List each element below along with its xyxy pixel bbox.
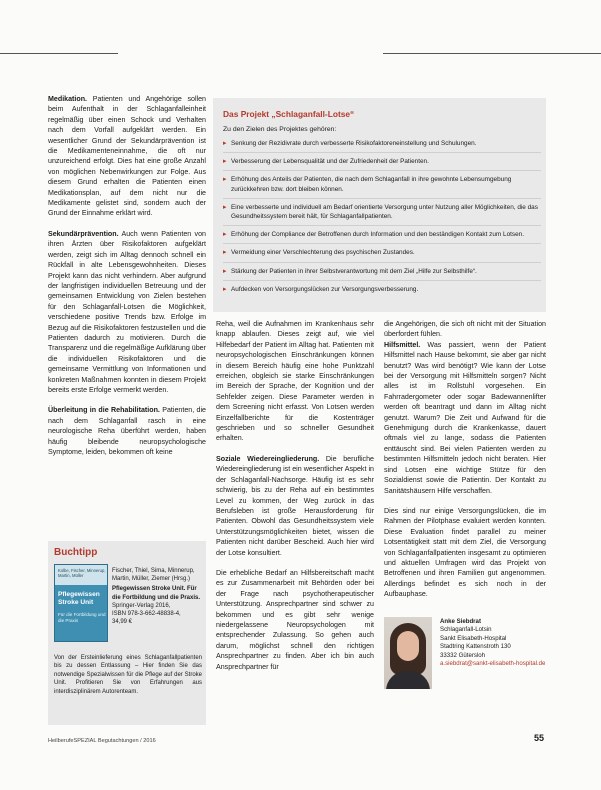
header-rule-left — [0, 53, 118, 54]
text-medikation: Patienten und Angehörige sollen beim Aufenthalt in der Schlaganfalleinheit regelmäßig über einen Schock und Verhalten nach dem Vorfall aufgeklärt werden. Ein wesentlicher Grund der Sekundärprävention ist die Medikamenteneinnahme, die oft nur unzureichend erfolgt. Dies hat eine große Anzahl von möglichen Nebenwirkungen zur Folge. Aus diesem Grund erhalten die Patienten einen Medikationsplan, auf dem nicht nur die Medikamente gelistet sind, sondern auch der Grund der Einnahme erklärt wird. — [48, 95, 206, 218]
text-wiedereingliederung: Die berufliche Wiedereingliederung ist ein wesentlicher Aspekt in der Schlaganfall-Nachsorge. Häufig ist es sehr schwierig, bis zu der Reha auf ein bestimmtes Level zu kommen, der Weg zurück in das Berufsleben ist große Herausforderung für Patienten. Obwohl das Gesundheitssystem viele Unterstützungsmöglichkeiten bietet, wissen die Patienten nicht darüber Bescheid. Auch hier wird der Lotse konsultiert. — [216, 454, 374, 557]
text-rehabilitation: Patienten, die nach dem Schlaganfall rasch in eine neurologische Reha überführt werden, haben häufig bleibende neuropsychologische Symptome, leiden, bekommen oft keine — [48, 406, 206, 456]
text-sekundaerpraevention: Auch wenn Patienten von ihren Ärzten über Risikofaktoren aufgeklärt werden, zeigt sich im Alltag dennoch schnell ein Rückfall in alte Lebensgewohnheiten. Dieses Projekt kann das nicht verhindern. Aber aufgrund der langfristigen individuellen Betreuung und der gemeinsamen Entwicklung von Zielen bestehen für den Schlaganfall-Lotsen die Möglichkeit, verschiedene positive Trends bzw. Erfolge im Bezug auf die Risikofaktoren festzustellen und die Patienten dadurch zu motivieren. Durch die Transparenz und die regelmäßige Aufklärung über die individuellen Risikofaktoren und die gemeinsame Vermittlung von Informationen und konkreten Maßnahmen konnten in diesem Projekt bereits erste Erfolge vermerkt werden. — [48, 229, 206, 394]
text-hilfsmittel: Was passiert, wenn der Patient Hilfsmittel nach Hause bekommt, sie aber gar nicht benutzt? Was wird benötigt? Wie kann der Lotse bei der Versorgung mit Hilfsmitteln sorgen? Nicht alles ist im Rollstuhl vorgesehen. Ein Fahrradergometer oder sogar Badewannenlifter werden oft beantragt und dann im Alltag nicht genutzt. Warum? Die Zeit und Aufwand für die Genehmigung durch die Krankenkasse, dauert oftmals viel zu lange, sodass die Patienten enttäuscht sind. Bei vielen Patienten werden zu bestimmten Hilfsmitteln jedoch nicht beraten. Hier sind Lotsen eine wichtige Stütze für den Sozialdienst sowie die Patientin. Der Kontakt zu Sanitätshäusern Hilfe verschaffen. — [384, 340, 546, 495]
infobox-item: ▸ Erhöhung des Anteils der Patienten, die nach dem Schlaganfall in ihre gewohnte Lebensumgebung zurückkehren bzw. dort bleiben können. — [223, 175, 541, 198]
infobox-item: ▸ Stärkung der Patienten in ihrer Selbstverantwortung mit dem Ziel „Hilfe zur Selbsthilfe“. — [223, 267, 541, 281]
book-publisher: Springer-Verlag 2016, — [112, 602, 171, 609]
column-3 — [384, 319, 546, 600]
paragraph-versorgungsluecken: Dies sind nur einige Versorgungslücken, die im Rahmen der Pilotphase evaluiert werden konnten. Diese Evaluation findet parallel zu meiner Lotsentätigkeit statt mit dem Ziel, die Versorgung von Schlaganfallpatienten insgesamt zu optimieren und aktuellen Umfragen wird das Projekt von Betroffenen und ihren Familien gut angenommen. Allerdings befindet es sich noch in der Aufbauphase. — [384, 506, 546, 599]
column-2 — [216, 319, 374, 672]
book-cover-image — [54, 564, 108, 642]
footer-journal: HeilberufeSPEZIAL Begutachtungen / 2016 — [48, 738, 156, 744]
book-cover-subtitle: Für die Fortbildung und die Praxis — [58, 612, 106, 623]
author-street: Stadtring Kattenstroth 130 — [440, 643, 511, 651]
lead-hilfsmittel: Hilfsmittel. — [384, 340, 421, 349]
paragraph-wiedereingliederung — [216, 454, 374, 558]
infobox-item: ▸ Erhöhung der Compliance der Betroffenen durch Information und den beständigen Kontakt zum Lotsen. — [223, 230, 541, 244]
author-institution: Sankt Elisabeth-Hospital — [440, 634, 507, 642]
infobox-item: ▸ Senkung der Rezidivrate durch verbesserte Risikofaktoreneinstellung und Schulungen. — [223, 139, 541, 153]
author-name: Anke Siebdrat — [440, 618, 481, 625]
author-role: Schlaganfall-Lotsin — [440, 626, 492, 634]
book-info — [112, 567, 202, 626]
paragraph-hilfsbedarf: Die erhebliche Bedarf an Hilfsbereitschaft macht es zur Zusammenarbeit mit Behörden oder bei der Frage nach psychotherapeutischer Unterstützung. Ansprechpartner sind schwer zu bekommen und es gibt sehr wenige niedergelassene Neuropsychologen mit entsprechender Zulassung. So gehen auch darum, möglichst schnell den richtigen Ansprechpartner zu finden. Aber ich bin auch Ansprechpartner für — [216, 568, 374, 671]
page-number: 55 — [534, 733, 545, 743]
author-info — [440, 618, 550, 668]
lead-sekundaerpraevention: Sekundärprävention. — [48, 229, 119, 238]
infobox-intro: Zu den Zielen des Projektes gehören: — [223, 126, 337, 133]
author-city: 33332 Gütersloh — [440, 651, 486, 659]
book-tip-box — [48, 541, 206, 725]
infobox-list — [223, 139, 541, 302]
paragraph-hilfsmittel — [384, 340, 546, 496]
column-1 — [48, 94, 206, 457]
book-title: Pflegewissen Stroke Unit. Für die Fortbildung und die Praxis. — [112, 586, 201, 601]
paragraph-sekundaerpraevention — [48, 229, 206, 396]
infobox-item: ▸ Eine verbesserte und individuell am Bedarf orientierte Versorgung unter Nutzung aller Möglichkeiten, die das Gesundheitssystem bereit hält, für Schlaganfallpatienten. — [223, 203, 541, 226]
infobox-item: ▸ Aufdecken von Versorgungslücken zur Versorgungsverbesserung. — [223, 285, 541, 298]
author-face — [397, 631, 419, 661]
book-cover-authors: Kolbe, Fischer, Minnerup, Martin, Müller — [58, 568, 106, 578]
project-infobox — [213, 98, 546, 312]
lead-wiedereingliederung: Soziale Wiedereingliederung. — [216, 454, 320, 463]
author-email[interactable]: a.siebdrat@sankt-elisabeth-hospital.de — [440, 660, 546, 668]
book-cover-title: Pflegewissen Stroke Unit — [58, 591, 100, 606]
author-shoulders — [386, 671, 430, 689]
infobox-title: Das Projekt „Schlaganfall-Lotse“ — [223, 109, 355, 119]
book-tip-label: Buchtipp — [54, 547, 98, 558]
book-price: 34,99 € — [112, 619, 133, 626]
paragraph-reha: Reha, weil die Aufnahmen im Krankenhaus sehr knapp ablaufen. Dieses zeigt auf, wie viel Hilfebedarf der Patient im Alltag hat. Patienten mit neuropsychologischen Einschränkungen können in diesem Bereich häufig eine hohe Punktzahl erreichen, obgleich sie starke Einschränkungen im Bereich der Sprache, der Kognition und der Sehfelder zeigen. Diese Parameter werden in dem Screening nicht erfasst. Von Lotsen werden Einzelfallberichte für die Kostenträger geschrieben und so schneller Gesundheit erhalten. — [216, 320, 374, 443]
paragraph-angehoerige: die Angehörigen, die sich oft nicht mit der Situation überfordert fühlen. — [384, 320, 546, 339]
header-rule-right — [383, 53, 601, 54]
paragraph-rehabilitation — [48, 405, 206, 457]
paragraph-medikation — [48, 94, 206, 219]
lead-rehabilitation: Überleitung in die Rehabilitation. — [48, 406, 160, 415]
book-authors: Fischer, Thiel, Sima, Minnerup, Martin, Müller, Ziemer (Hrsg.) — [112, 568, 195, 583]
lead-medikation: Medikation. — [48, 95, 88, 103]
infobox-item: ▸ Vermeidung einer Verschlechterung des psychischen Zustandes. — [223, 248, 541, 262]
book-isbn: ISBN 978-3-662-48838-4, — [112, 611, 181, 618]
author-photo — [384, 617, 432, 689]
infobox-item: ▸ Verbesserung der Lebensqualität und der Zufriedenheit der Patienten. — [223, 157, 541, 171]
book-description: Von der Ersteinlieferung eines Schlaganfallpatienten bis zu dessen Entlassung – Hier finden Sie das notwendige Spezialwissen für die Pflege auf der Stroke Unit. Profitieren Sie von Erfahrungen aus interdisziplinärem Autorenteam. — [54, 655, 202, 695]
